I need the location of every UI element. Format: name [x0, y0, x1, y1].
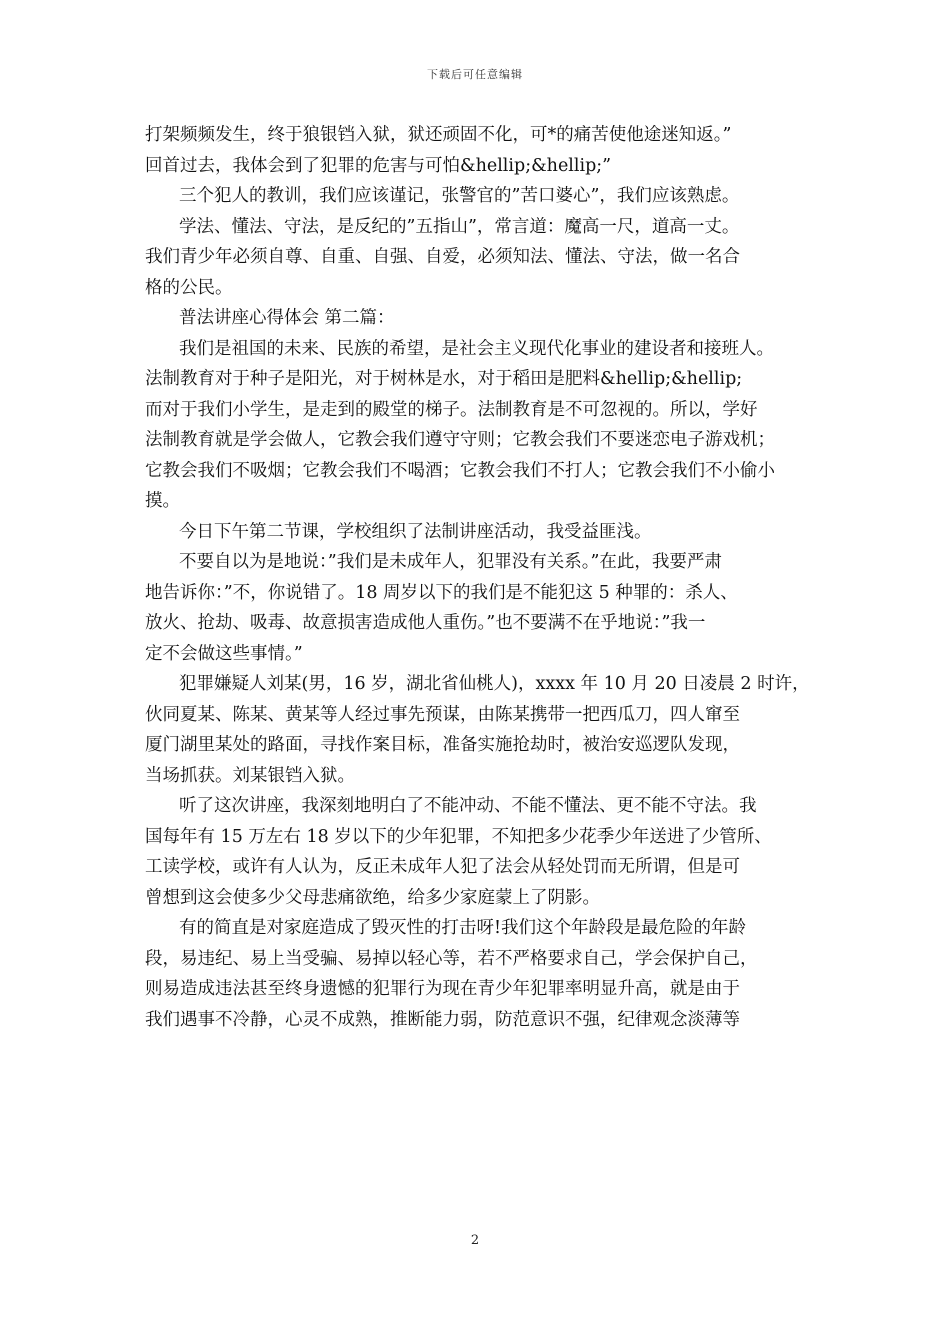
text-line: 三个犯人的教训，我们应该谨记，张警官的”苦口婆心”，我们应该熟虑。 — [179, 186, 740, 206]
text-line: 我们遇事不冷静，心灵不成熟，推断能力弱，防范意识不强，纪律观念淡薄等 — [145, 1009, 740, 1030]
text-line: 不要自以为是地说：”我们是未成年人，犯罪没有关系。”在此，我要严肃 — [179, 552, 722, 572]
paragraph — [145, 212, 813, 304]
text-line: 打架频频发生，终于狼银铛入狱，狱还顽固不化，可*的痛苦使他途迷知返。” — [145, 125, 732, 145]
text-line: 而对于我们小学生，是走到的殿堂的梯子。法制教育是不可忽视的。所以，学好 — [145, 399, 758, 420]
page-header: 下载后可任意编辑 — [427, 68, 523, 81]
paragraph — [145, 181, 813, 212]
text-line: 回首过去，我体会到了犯罪的危害与可怕&hellip;&hellip;” — [145, 155, 612, 176]
document-body — [145, 120, 813, 1035]
text-line: 国每年有 15 万左右 18 岁以下的少年犯罪，不知把多少花季少年送进了少管所、 — [145, 826, 772, 847]
paragraph — [145, 913, 813, 1035]
paragraph — [145, 517, 813, 548]
text-line: 当场抓获。刘某银铛入狱。 — [145, 765, 355, 786]
text-line: 曾想到这会使多少父母悲痛欲绝，给多少家庭蒙上了阴影。 — [145, 887, 600, 908]
text-line: 格的公民。 — [145, 277, 233, 298]
text-line: 法制教育就是学会做人，它教会我们遵守守则；它教会我们不要迷恋电子游戏机； — [145, 430, 775, 450]
text-line: 我们青少年必须自尊、自重、自强、自爱，必须知法、懂法、守法，做一名合 — [145, 247, 740, 267]
text-line: 则易造成违法甚至终身遗憾的犯罪行为现在青少年犯罪率明显升高，就是由于 — [145, 979, 740, 999]
text-line: 有的简直是对家庭造成了毁灭性的打击呀!我们这个年龄段是最危险的年龄 — [179, 918, 747, 938]
paragraph — [145, 303, 813, 334]
text-line: 犯罪嫌疑人刘某(男，16 岁，湖北省仙桃人)，xxxx 年 10 月 20 日凌晨 2 时许， — [179, 674, 810, 694]
text-line: 它教会我们不吸烟；它教会我们不喝酒；它教会我们不打人；它教会我们不小偷小 — [145, 460, 775, 481]
text-line: 放火、抢劫、吸毒、故意损害造成他人重伤。”也不要满不在乎地说：”我一 — [145, 613, 706, 633]
paragraph — [145, 120, 813, 181]
paragraph — [145, 334, 813, 517]
text-line: 摸。 — [145, 491, 180, 511]
text-line: 厦门湖里某处的路面，寻找作案目标，准备实施抢劫时，被治安巡逻队发现， — [145, 735, 740, 755]
paragraph — [145, 669, 813, 791]
text-line: 工读学校，或许有人认为，反正未成年人犯了法会从轻处罚而无所谓，但是可 — [145, 857, 740, 877]
text-line: 地告诉你：”不，你说错了。18 周岁以下的我们是不能犯这 5 种罪的：杀人、 — [145, 582, 738, 603]
text-line: 听了这次讲座，我深刻地明白了不能冲动、不能不懂法、更不能不守法。我 — [179, 796, 757, 816]
paragraph — [145, 547, 813, 669]
text-line: 普法讲座心得体会 第二篇： — [179, 308, 395, 328]
text-line: 学法、懂法、守法，是反纪的”五指山”，常言道：魔高一尺，道高一丈。 — [179, 216, 740, 237]
paragraph — [145, 791, 813, 913]
text-line: 定不会做这些事情。” — [145, 643, 303, 664]
page-number: 2 — [470, 1233, 480, 1248]
text-line: 伙同夏某、陈某、黄某等人经过事先预谋，由陈某携带一把西瓜刀，四人窜至 — [145, 704, 740, 725]
text-line: 我们是祖国的未来、民族的希望，是社会主义现代化事业的建设者和接班人。 — [179, 338, 774, 359]
text-line: 今日下午第二节课，学校组织了法制讲座活动，我受益匪浅。 — [179, 521, 652, 542]
text-line: 法制教育对于种子是阳光，对于树林是水，对于稻田是肥料&hellip;&hellip; — [145, 369, 743, 389]
text-line: 段，易违纪、易上当受骗、易掉以轻心等，若不严格要求自己，学会保护自己， — [145, 948, 758, 969]
